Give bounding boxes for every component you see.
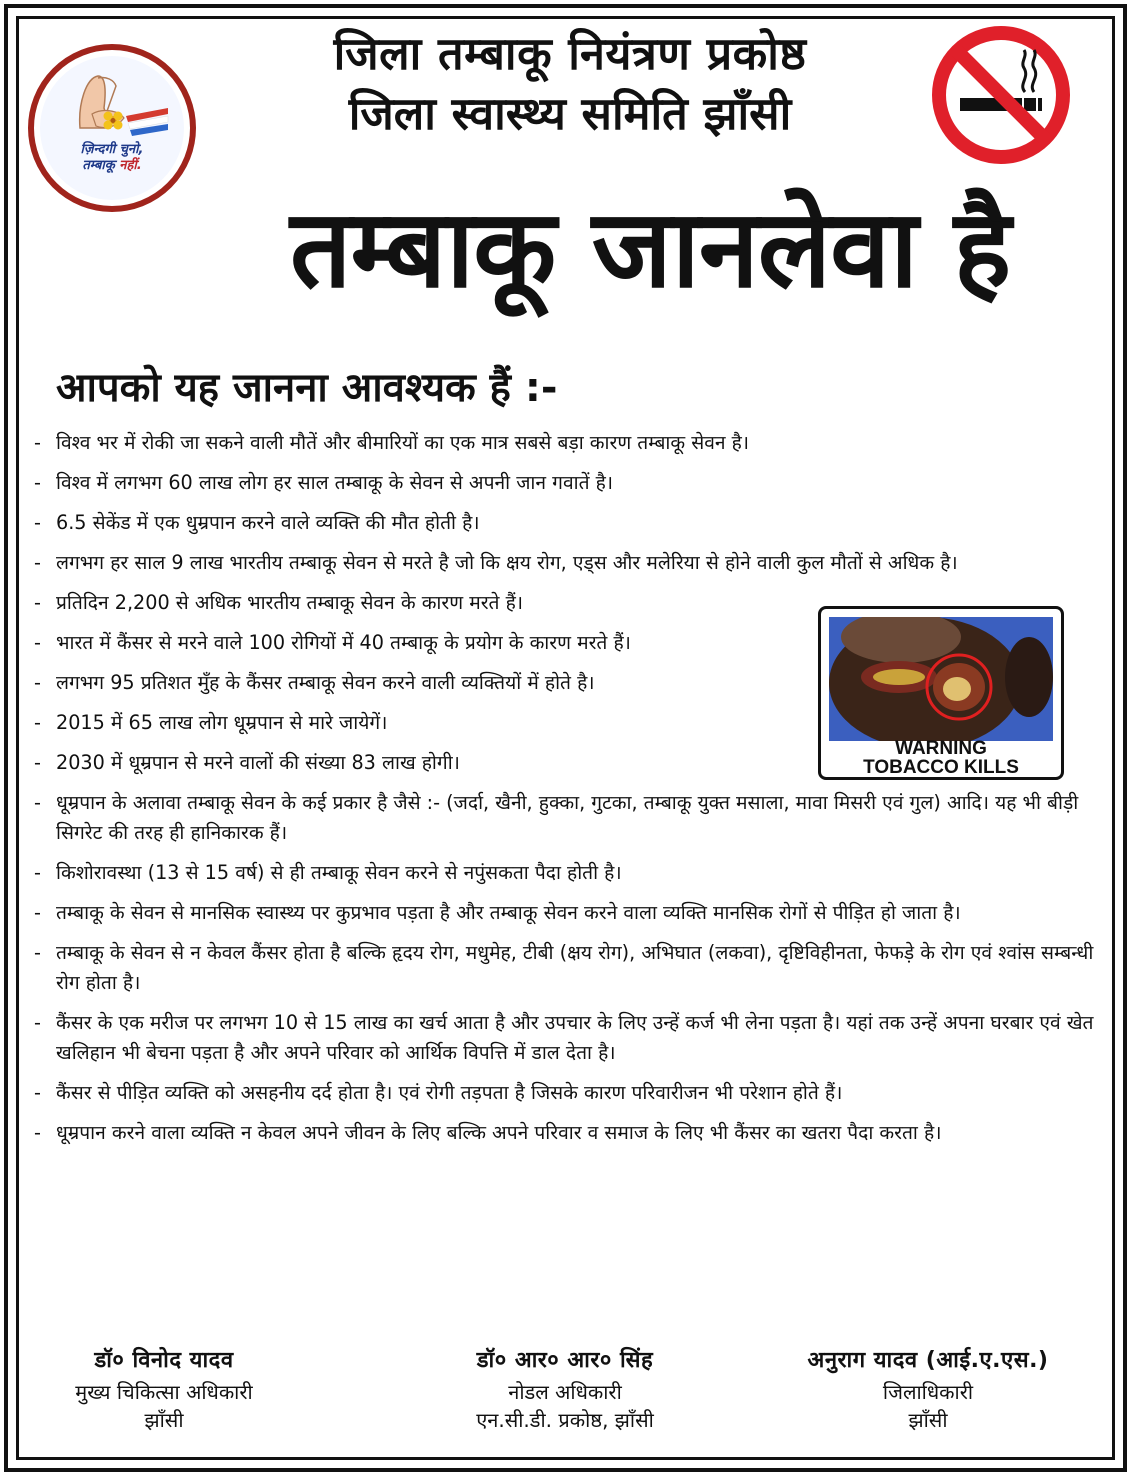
bullet-dash: - bbox=[34, 901, 41, 924]
logo-slogan bbox=[40, 142, 184, 174]
signatory-place: झाँसी bbox=[144, 1408, 184, 1432]
fact-text: तम्बाकू के सेवन से मानसिक स्वास्थ्य पर कुप्रभाव पड़ता है और तम्बाकू सेवन करने वाला व्यक्ति मानसिक रोगों से पीड़ित हो जाता है। bbox=[56, 901, 961, 924]
fact-item bbox=[34, 1008, 1104, 1068]
signatory-district-magistrate bbox=[756, 1344, 1100, 1434]
bullet-dash: - bbox=[34, 711, 41, 734]
fact-item bbox=[34, 1118, 1104, 1148]
fact-text: तम्बाकू के सेवन से न केवल कैंसर होता है बल्कि हृदय रोग, मधुमेह, टीबी (क्षय रोग), अभिघात (लकवा), दृष्टिविहीनता, फेफड़े के रोग एवं श्वांस सम्बन्धी रोग होता है। bbox=[56, 941, 1094, 994]
signatory-place: झाँसी bbox=[908, 1408, 948, 1432]
fact-text: 6.5 सेकेंड में एक धुम्रपान करने वाले व्यक्ति की मौत होती है। bbox=[56, 511, 480, 534]
signatory-name: अनुराग यादव (आई.ए.एस.) bbox=[807, 1348, 1049, 1373]
fact-text: धूम्रपान करने वाला व्यक्ति न केवल अपने जीवन के लिए बल्कि अपने परिवार व समाज के लिए भी कैंसर का खतरा पैदा करता है। bbox=[56, 1121, 942, 1144]
headline: तम्बाकू जानलेवा है bbox=[289, 187, 1011, 312]
signatory-designation: नोडल अधिकारी bbox=[508, 1380, 622, 1404]
logo-slogan-tobacco: तम्बाकू bbox=[82, 158, 120, 173]
fact-text: कैंसर से पीड़ित व्यक्ति को असहनीय दर्द होता है। एवं रोगी तड़पता है जिसके कारण परिवारीजन भी परेशान होते हैं। bbox=[56, 1081, 843, 1104]
signatory-designation: जिलाधिकारी bbox=[882, 1380, 974, 1404]
signatory-place: एन.सी.डी. प्रकोष्ठ, झाँसी bbox=[476, 1408, 654, 1432]
fact-item bbox=[34, 938, 1104, 998]
bullet-dash: - bbox=[34, 431, 41, 454]
logo-slogan-line1: ज़िन्दगी चुनो, bbox=[80, 142, 144, 157]
fact-text: लगभग हर साल 9 लाख भारतीय तम्बाकू सेवन से मरते है जो कि क्षय रोग, एड्स और मलेरिया से होने वाली कुल मौतों से अधिक है। bbox=[56, 551, 958, 574]
mouth-cancer-image bbox=[829, 617, 1053, 741]
warning-line2: TOBACCO KILLS bbox=[863, 757, 1019, 778]
signatory-designation: मुख्य चिकित्सा अधिकारी bbox=[75, 1380, 253, 1404]
fact-text: भारत में कैंसर से मरने वाले 100 रोगियों में 40 तम्बाकू के प्रयोग के कारण मरते हैं। bbox=[56, 631, 631, 654]
warning-caption bbox=[821, 739, 1061, 777]
campaign-logo bbox=[28, 44, 196, 212]
fact-item bbox=[34, 788, 1104, 848]
committee-title: जिला स्वास्थ्य समिति झाँसी bbox=[348, 87, 792, 140]
bullet-dash: - bbox=[34, 791, 41, 814]
facts-list bbox=[34, 428, 1104, 1158]
fact-item bbox=[34, 548, 1104, 578]
fact-item bbox=[34, 1078, 1104, 1108]
logo-slogan-no: नहीं. bbox=[119, 158, 142, 173]
bullet-dash: - bbox=[34, 1081, 41, 1104]
fact-item bbox=[34, 898, 1104, 928]
no-smoking-icon bbox=[930, 24, 1072, 166]
bullet-dash: - bbox=[34, 471, 41, 494]
fact-text: किशोरावस्था (13 से 15 वर्ष) से ही तम्बाकू सेवन करने से नपुंसकता पैदा होती है। bbox=[56, 861, 622, 884]
cell-title: जिला तम्बाकू नियंत्रण प्रकोष्ठ bbox=[333, 27, 807, 80]
signatory-name: डॉ० आर० आर० सिंह bbox=[476, 1348, 654, 1373]
fact-item bbox=[34, 468, 1104, 498]
bullet-dash: - bbox=[34, 591, 41, 614]
bullet-dash: - bbox=[34, 511, 41, 534]
subheading: आपको यह जानना आवश्यक हैं :- bbox=[56, 365, 558, 411]
bullet-dash: - bbox=[34, 751, 41, 774]
signatory-cmo bbox=[36, 1344, 292, 1434]
fact-item bbox=[34, 508, 1104, 538]
bullet-dash: - bbox=[34, 631, 41, 654]
warning-line1: WARNING bbox=[895, 738, 987, 759]
bullet-dash: - bbox=[34, 1121, 41, 1144]
fact-text: धूम्रपान के अलावा तम्बाकू सेवन के कई प्रकार है जैसे :- (जर्दा, खैनी, हुक्का, गुटका, तम्बाकू युक्त मसाला, मावा मिसरी एवं गुल) आदि। यह भी बीड़ी सिगरेट की तरह ही हानिकारक हैं। bbox=[56, 791, 1079, 844]
bullet-dash: - bbox=[34, 861, 41, 884]
warning-image-box bbox=[818, 606, 1064, 780]
fact-text: 2030 में धूम्रपान से मरने वालों की संख्या 83 लाख होगी। bbox=[56, 751, 460, 774]
bullet-dash: - bbox=[34, 671, 41, 694]
bullet-dash: - bbox=[34, 941, 41, 964]
fact-text: प्रतिदिन 2,200 से अधिक भारतीय तम्बाकू सेवन के कारण मरते हैं। bbox=[56, 591, 524, 614]
signatory-name: डॉ० विनोद यादव bbox=[94, 1348, 234, 1373]
fact-item bbox=[34, 428, 1104, 458]
fact-text: 2015 में 65 लाख लोग धूम्रपान से मारे जायेगें। bbox=[56, 711, 388, 734]
fact-text: विश्व भर में रोकी जा सकने वाली मौतें और बीमारियों का एक मात्र सबसे बड़ा कारण तम्बाकू सेवन है। bbox=[56, 431, 750, 454]
logo-background bbox=[40, 56, 184, 200]
fact-item bbox=[34, 858, 1104, 888]
fact-text: विश्व में लगभग 60 लाख लोग हर साल तम्बाकू के सेवन से अपनी जान गवातें है। bbox=[56, 471, 614, 494]
hand-flower-icon bbox=[40, 56, 184, 200]
bullet-dash: - bbox=[34, 1011, 41, 1034]
fact-text: लगभग 95 प्रतिशत मुँह के कैंसर तम्बाकू सेवन करने वाली व्यक्तियों में होते है। bbox=[56, 671, 595, 694]
signatory-nodal-officer bbox=[412, 1344, 718, 1434]
fact-text: कैंसर के एक मरीज पर लगभग 10 से 15 लाख का खर्च आता है और उपचार के लिए उन्हें कर्ज भी लेना पड़ता है। यहां तक उन्हें अपना घरबार एवं खेत खलिहान भी बेचना पड़ता है और अपने परिवार को आर्थिक विपत्ति में डाल देता है। bbox=[56, 1011, 1094, 1064]
bullet-dash: - bbox=[34, 551, 41, 574]
logo-slogan-line2 bbox=[40, 158, 184, 174]
mouth-cancer-photo bbox=[829, 617, 1053, 741]
